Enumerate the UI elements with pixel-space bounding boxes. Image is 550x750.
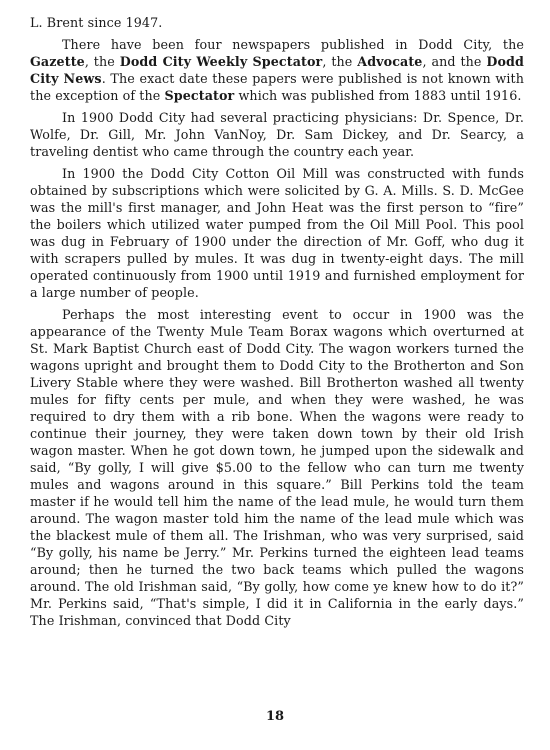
paragraph-4: In 1900 the Dodd City Cotton Oil Mill was constructed with funds obtained by subscriptions which were solicited by G. A. Mills. S. D. McGee was the mill's first manager, and John Heat was the first person to “fire” the boilers which utilized water pumped from the Oil Mill Pool. This pool was dug in February of 1900 under the direction of Mr. Goff, who dug it with scrapers pulled by mules. It was dug in twenty-eight days. The mill operated continuously from 1900 until 1919 and furnished employment for a large number of people. — [30, 166, 524, 300]
newspaper-name: Spectator — [164, 88, 235, 103]
newspaper-name: Dodd City News — [30, 54, 524, 86]
paragraph-2: There have been four newspapers published in Dodd City, the Gazette, the Dodd City Weekly Spectator, the Advocate, and the Dodd City News. The exact date these papers were published is not known with the exception of the Spectator which was published from 1883 until 1916. — [30, 37, 525, 103]
paragraph-5: Perhaps the most interesting event to occur in 1900 was the appearance of the Twenty Mule Team Borax wagons which overturned at St. Mark Baptist Church east of Dodd City. The wagon workers turned the wagons upright and brought them to Dodd City to the Brotherton and Son Livery Stable where they were washed. Bill Brotherton washed all twenty mules for fifty cents per mule, and when they were washed, he was required to dry them with a rib bone. When the wagons were ready to continue their journey, they were taken down town by their old Irish wagon master. When he got down town, he jumped upon the sidewalk and said, “By golly, I will give $5.00 to the fellow who can turn me twenty mules and wagons around in this square.” Bill Perkins told the team master if he would tell him the name of the lead mule, he would turn them around. The wagon master told him the name of the lead mule which was the blackest mule of them all. The Irishman, who was very surprised, said “By golly, his name be Jerry.” Mr. Perkins turned the eighteen lead teams around; then he turned the two back teams which pulled the wagons around. The old Irishman said, “By golly, how come ye knew how to do it?” Mr. Perkins said, “That's simple, I did it in California in the early days.” The Irishman, convinced that Dodd City — [30, 307, 524, 628]
newspaper-name: Advocate — [357, 54, 423, 69]
paragraph-3: In 1900 Dodd City had several practicing physicians: Dr. Spence, Dr. Wolfe, Dr. Gill, Mr. John VanNoy, Dr. Sam Dickey, and Dr. Searcy, a traveling dentist who came through the country each year. — [30, 110, 524, 159]
page-number: 18 — [265, 709, 285, 724]
newspaper-name: Gazette — [30, 54, 85, 69]
newspaper-name: Dodd City Weekly Spectator — [119, 54, 323, 69]
paragraph-1: L. Brent since 1947. — [30, 15, 163, 30]
